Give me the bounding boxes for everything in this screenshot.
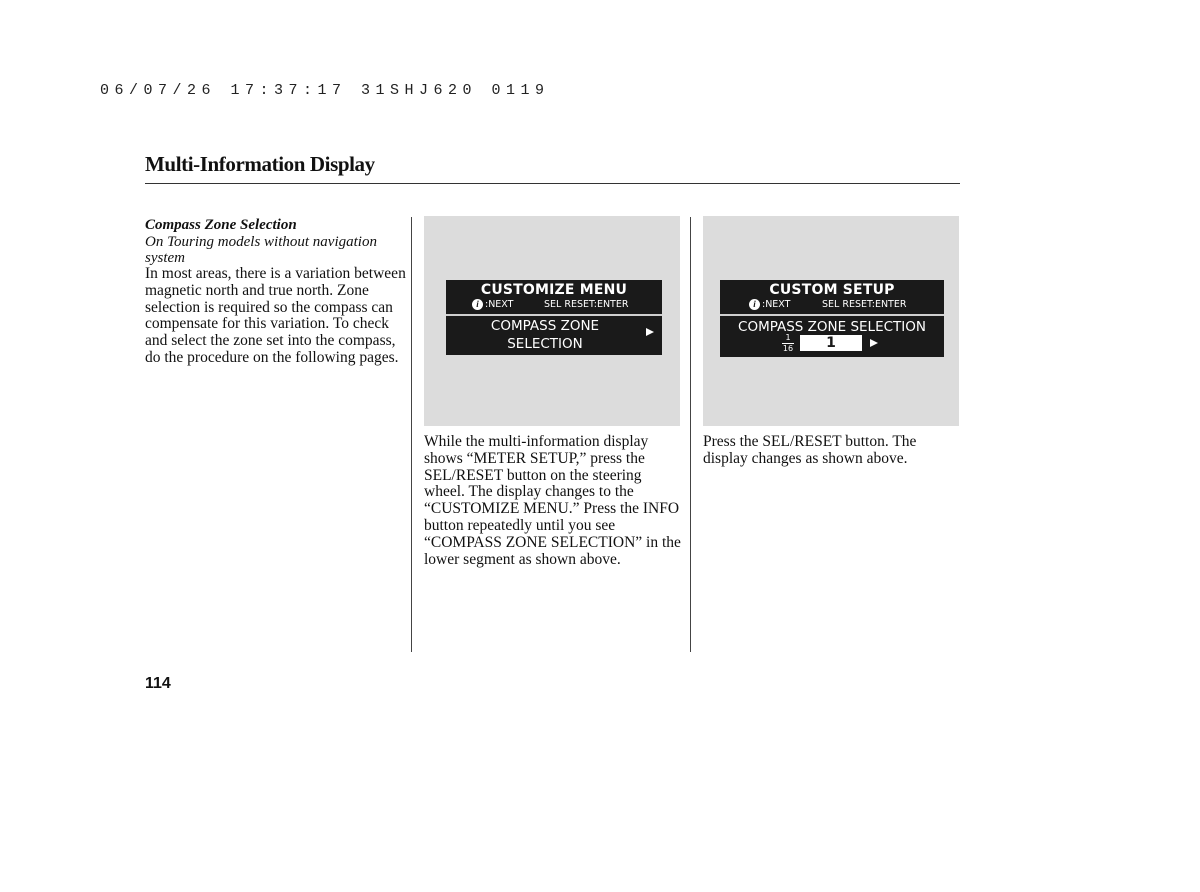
arrow-right-icon [646,328,654,336]
display-separator [446,314,662,316]
intro-paragraph: In most areas, there is a variation between magnetic north and true north. Zone selection is required so the compass can compensate for this variation. To check and select the zone set into the compass, do the procedure on the following pages. [145,265,406,366]
enter-label: SEL RESET:ENTER [544,299,629,310]
info-icon: i [749,299,760,310]
page-title: Multi-Information Display [145,152,375,176]
display-hint-row [720,299,944,313]
display-screen [720,280,944,357]
display-separator [720,314,944,316]
title-rule [145,183,960,184]
fraction-top: 1 [785,333,791,342]
display-lower-segment [446,317,644,353]
next-label: :NEXT [762,299,791,310]
display-title: CUSTOMIZE MENU [480,282,628,298]
lower-line-1: COMPASS ZONE [490,318,600,334]
info-icon: i [472,299,483,310]
display-lower-segment: COMPASS ZONE SELECTION [738,319,926,335]
column-intro [145,217,407,367]
print-code: 06/07/26 17:37:17 31SHJ620 0119 [100,82,550,99]
section-subheading: On Touring models without navigation system [145,234,377,266]
figure-customize-menu [424,216,680,426]
figure-custom-setup [703,216,959,426]
fraction-bottom: 16 [782,344,794,353]
display-screen [446,280,662,355]
zone-fraction [782,334,794,353]
column-step-1 [424,434,686,568]
next-label: :NEXT [485,299,514,310]
column-divider-left [411,217,412,652]
display-hint-row [446,299,662,313]
step-2-paragraph: Press the SEL/RESET button. The display changes as shown above. [703,433,917,467]
lower-line-2: SELECTION [507,336,583,352]
zone-value-box: 1 [800,335,862,351]
enter-label: SEL RESET:ENTER [822,299,907,310]
section-heading: Compass Zone Selection [145,217,297,233]
arrow-right-icon [870,339,878,347]
page-number: 114 [145,675,171,692]
column-divider-right [690,217,691,652]
step-1-paragraph: While the multi-information display shows “METER SETUP,” press the SEL/RESET button on the steering wheel. The display changes to the “CUSTOMIZE MENU.” Press the INFO button repeatedly until you see “COMPASS ZONE SELECTION” in the lower segment as shown above. [424,433,681,568]
column-step-2 [703,434,965,468]
display-title: CUSTOM SETUP [769,282,895,298]
